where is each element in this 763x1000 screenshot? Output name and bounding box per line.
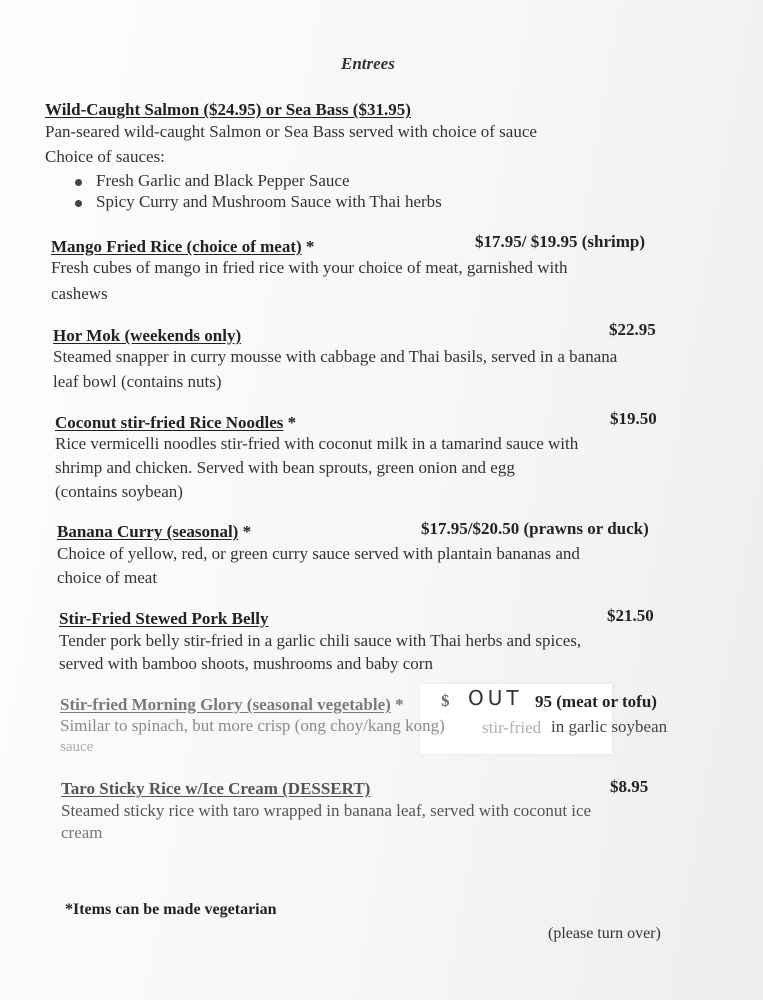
pork-belly-title: Stir-Fried Stewed Pork Belly <box>59 609 269 628</box>
banana-curry-price: $17.95/$20.50 (prawns or duck) <box>421 519 649 538</box>
sauce-option: Spicy Curry and Mushroom Sauce with Thai herbs <box>75 190 442 213</box>
vegetarian-footnote: *Items can be made vegetarian <box>65 901 277 918</box>
coconut-noodles-title: Coconut stir-fried Rice Noodles * <box>55 413 297 432</box>
mango-description: cashews <box>51 284 108 303</box>
sauce-option: Fresh Garlic and Black Pepper Sauce <box>75 169 350 192</box>
turn-over-note: (please turn over) <box>548 925 661 942</box>
morning-glory-price: 95 (meat or tofu) <box>535 692 657 711</box>
taro-title: Taro Sticky Rice w/Ice Cream (DESSERT) <box>61 779 371 798</box>
salmon-title: Wild-Caught Salmon ($24.95) or Sea Bass ($31.95) <box>45 100 411 119</box>
morning-glory-description-end: in garlic soybean <box>551 717 668 736</box>
coconut-noodles-price: $19.50 <box>610 409 657 428</box>
coconut-noodles-description: (contains soybean) <box>55 482 183 501</box>
pork-belly-price: $21.50 <box>607 606 654 625</box>
coconut-noodles-description: shrimp and chicken. Served with bean sprouts, green onion and egg <box>55 458 515 477</box>
pork-belly-description: served with bamboo shoots, mushrooms and baby corn <box>59 654 433 673</box>
banana-curry-title: Banana Curry (seasonal) * <box>57 522 252 541</box>
taro-description: cream <box>61 823 103 842</box>
salmon-description: Pan-seared wild-caught Salmon or Sea Bass served with choice of sauce <box>45 122 537 141</box>
sauce-label: Choice of sauces: <box>45 147 165 166</box>
morning-glory-title: Stir-fried Morning Glory (seasonal vegetable) * <box>60 695 404 714</box>
handwritten-out-note: OUT <box>468 686 523 710</box>
hormok-description: leaf bowl (contains nuts) <box>53 372 222 391</box>
hormok-price: $22.95 <box>609 320 656 339</box>
mango-title: Mango Fried Rice (choice of meat) * <box>51 237 315 256</box>
taro-price: $8.95 <box>610 777 649 796</box>
morning-glory-description: Similar to spinach, but more crisp (ong choy/kang kong) <box>60 716 445 735</box>
taro-description: Steamed sticky rice with taro wrapped in banana leaf, served with coconut ice <box>61 801 592 820</box>
section-title: Entrees <box>341 54 395 73</box>
morning-glory-description-fragment: stir-fried <box>482 718 542 737</box>
bullet-icon <box>75 200 82 207</box>
hormok-title: Hor Mok (weekends only) <box>53 326 242 345</box>
morning-glory-price-prefix: $ <box>441 691 450 710</box>
banana-curry-description: Choice of yellow, red, or green curry sauce served with plantain bananas and <box>57 544 580 563</box>
hormok-description: Steamed snapper in curry mousse with cabbage and Thai basils, served in a banana <box>53 347 618 366</box>
bullet-icon <box>75 179 82 186</box>
pork-belly-description: Tender pork belly stir-fried in a garlic chili sauce with Thai herbs and spices, <box>59 631 582 650</box>
mango-description: Fresh cubes of mango in fried rice with your choice of meat, garnished with <box>51 258 568 277</box>
banana-curry-description: choice of meat <box>57 568 158 587</box>
mango-price: $17.95/ $19.95 (shrimp) <box>475 232 645 251</box>
morning-glory-description: sauce <box>60 739 94 755</box>
coconut-noodles-description: Rice vermicelli noodles stir-fried with coconut milk in a tamarind sauce with <box>55 434 579 453</box>
